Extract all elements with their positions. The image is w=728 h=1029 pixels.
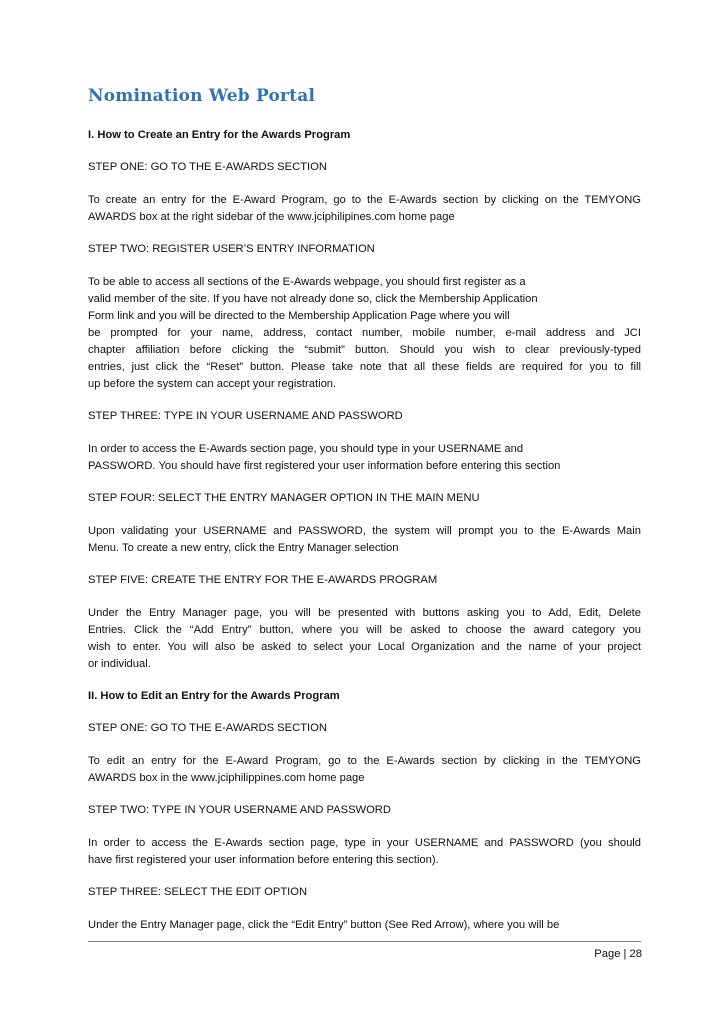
document-title: Nomination Web Portal [88, 86, 316, 106]
step-body [88, 835, 641, 869]
text-line: up before the system can accept your registration. [88, 378, 337, 390]
step-body [88, 192, 641, 226]
step-title: STEP THREE: TYPE IN YOUR USERNAME AND PASSWORD [88, 410, 403, 422]
text-line: To create an entry for the E-Award Program, go to the E-Awards section by clicking on the TEMYONG [88, 194, 641, 206]
text-line: wish to enter. You will also be asked to select your Local Organization and the name of your project [88, 641, 641, 653]
step-title: STEP THREE: SELECT THE EDIT OPTION [88, 886, 308, 898]
step-title: STEP TWO: TYPE IN YOUR USERNAME AND PASSWORD [88, 804, 391, 816]
text-line: Under the Entry Manager page, click the “Edit Entry” button (See Red Arrow), where you will be [88, 919, 560, 931]
step-title: STEP ONE: GO TO THE E-AWARDS SECTION [88, 722, 327, 734]
step-title: STEP FIVE: CREATE THE ENTRY FOR THE E-AWARDS PROGRAM [88, 574, 438, 586]
step-body [88, 441, 641, 475]
step-body [88, 753, 641, 787]
step-body [88, 523, 641, 557]
step-body [88, 274, 641, 393]
text-line: valid member of the site. If you have not already done so, click the Membership Application [88, 293, 538, 305]
step-title: STEP TWO: REGISTER USER’S ENTRY INFORMATION [88, 243, 375, 255]
text-line: Entries. Click the “Add Entry” button, where you will be asked to choose the award category you [88, 624, 641, 636]
step-title: STEP FOUR: SELECT THE ENTRY MANAGER OPTION IN THE MAIN MENU [88, 492, 480, 504]
footer-rule [88, 941, 641, 942]
step-title: STEP ONE: GO TO THE E-AWARDS SECTION [88, 161, 327, 173]
step-body [88, 917, 641, 934]
text-line: To be able to access all sections of the E-Awards webpage, you should first register as a [88, 276, 526, 288]
text-line: Under the Entry Manager page, you will be presented with buttons asking you to Add, Edit, Delete [88, 607, 641, 619]
step-body [88, 605, 641, 673]
text-line: Menu. To create a new entry, click the Entry Manager selection [88, 542, 399, 554]
document-page [88, 86, 641, 950]
section-heading-create: I. How to Create an Entry for the Awards Program [88, 129, 351, 141]
text-line: AWARDS box at the right sidebar of the www.jciphilipines.com home page [88, 211, 455, 223]
text-line: entries, just click the “Reset” button. Please take note that all these fields are required for you to fill [88, 361, 641, 373]
text-line: or individual. [88, 658, 151, 670]
text-line: have first registered your user information before entering this section). [88, 854, 439, 866]
text-line: be prompted for your name, address, contact number, mobile number, e-mail address and JCI [88, 327, 641, 339]
text-line: Upon validating your USERNAME and PASSWORD, the system will prompt you to the E-Awards Main [88, 525, 641, 537]
text-line: In order to access the E-Awards section page, you should type in your USERNAME and [88, 443, 524, 455]
text-line: PASSWORD. You should have first registered your user information before entering this section [88, 460, 561, 472]
text-line: In order to access the E-Awards section page, type in your USERNAME and PASSWORD (you should [88, 837, 641, 849]
section-heading-edit: II. How to Edit an Entry for the Awards Program [88, 690, 340, 702]
text-line: Form link and you will be directed to the Membership Application Page where you will [88, 310, 510, 322]
text-line: To edit an entry for the E-Award Program, go to the E-Awards section by clicking in the TEMYONG [88, 755, 641, 767]
text-line: chapter affiliation before clicking the “submit” button. Should you wish to clear previously-typed [88, 344, 641, 356]
page-number: Page | 28 [594, 948, 642, 960]
text-line: AWARDS box in the www.jciphilippines.com home page [88, 772, 365, 784]
